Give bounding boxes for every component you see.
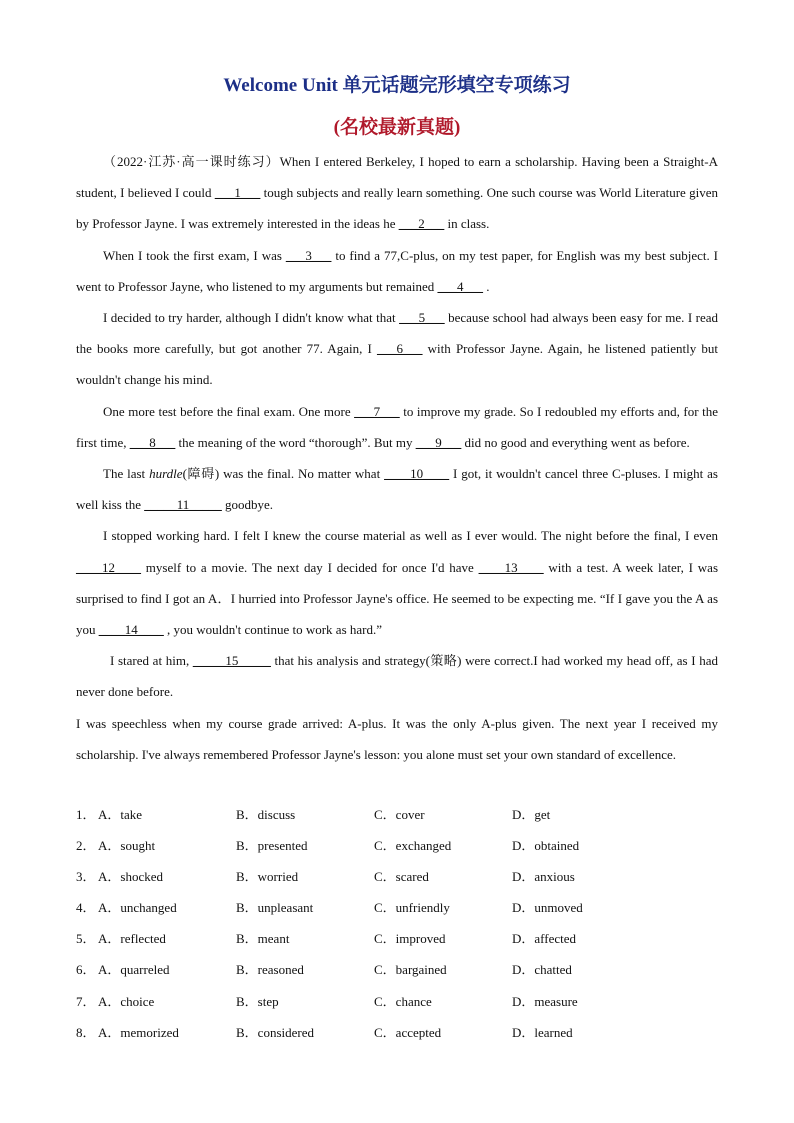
option-row	[76, 986, 718, 1017]
option-a: A．take	[98, 807, 143, 822]
option-b: B．presented	[236, 838, 308, 854]
option-d: D．unmoved	[512, 900, 583, 916]
option-c: C．scared	[374, 869, 429, 885]
passage	[76, 146, 718, 770]
page-subtitle: (名校最新真题)	[333, 117, 461, 138]
options-list	[76, 799, 718, 1048]
option-c: C．improved	[374, 931, 446, 947]
italic-term: hurdle	[149, 466, 183, 482]
option-c: C．accepted	[374, 1024, 442, 1040]
option-row	[76, 830, 718, 861]
option-a: A．quarreled	[98, 962, 170, 978]
text: goodbye.	[221, 497, 274, 513]
text: , you wouldn't continue to work as hard.”	[163, 622, 382, 638]
option-number: 5．	[76, 931, 96, 947]
text: When I took the first exam, I was	[103, 247, 286, 263]
paragraph-8: I was speechless when my course grade arrived: A-plus. It was the only A-plus given. The next year I received my scholarship. I've always remembered Professor Jayne's lesson: you alone must set your own standard of excellence.	[76, 715, 718, 762]
option-row	[76, 923, 718, 954]
option-row	[76, 1017, 718, 1048]
paragraph-2	[76, 240, 718, 302]
option-d: D．anxious	[512, 869, 575, 885]
option-row	[76, 892, 718, 923]
option-c: C．exchanged	[374, 838, 452, 854]
blank-6: ___6___	[377, 341, 423, 357]
text: myself to a movie. The next day I decided for once I'd have	[141, 559, 479, 575]
text: I decided to try harder, although I didn't know what that	[103, 310, 400, 326]
text: the meaning of the word “thorough”. But my	[175, 434, 416, 450]
paragraph-1	[76, 146, 718, 240]
text: to find a 77,C-plus, on my test paper, for English was my best subject. I went to Professor Jayne, who listened to my arguments but remained	[76, 247, 718, 294]
blank-5: ___5___	[399, 310, 445, 326]
text: did no good and everything went as before.	[461, 434, 690, 450]
text: One more test before the final exam. One more	[103, 403, 355, 419]
text: (障碍) was the final. No matter what	[182, 466, 385, 482]
option-a: A．reflected	[98, 931, 166, 947]
blank-12: ____12____	[76, 559, 141, 575]
option-c: C．bargained	[374, 962, 447, 978]
option-c: C．chance	[374, 993, 432, 1009]
blank-15: _____15_____	[192, 653, 271, 669]
option-b: B．unpleasant	[236, 900, 314, 916]
option-number: 8．	[76, 1024, 96, 1040]
option-number: 1．	[76, 807, 96, 822]
text: I stopped working hard. I felt I knew the course material as well as I ever would. The night before the final, I even	[103, 528, 718, 544]
option-d: D．learned	[512, 1024, 573, 1040]
text: in class.	[444, 216, 490, 232]
option-b: B．considered	[236, 1024, 314, 1040]
option-row	[76, 799, 718, 830]
text: with a test. A week later, I was surprised to find I got an A．I hurried into Professor Jayne's office. He seemed to be expecting me. “If I gave you the A as you	[76, 559, 719, 638]
option-number: 2．	[76, 838, 96, 854]
option-row	[76, 861, 718, 892]
option-b: B．meant	[236, 931, 290, 947]
option-row	[76, 954, 718, 985]
text: I got, it wouldn't cancel three C-pluses. I might as well kiss the	[76, 466, 718, 513]
text: that his analysis and strategy(策略) were correct.I had worked my head off, as I had never done before.	[76, 653, 718, 700]
blank-9: ___9___	[415, 434, 462, 450]
option-a: A．unchanged	[98, 900, 177, 916]
blank-2: ___2___	[398, 216, 445, 232]
option-a: A．shocked	[98, 869, 163, 885]
page-title: Welcome Unit 单元话题完形填空专项练习	[223, 75, 571, 96]
blank-3: ___3___	[285, 247, 332, 263]
text: I stared at him,	[110, 653, 193, 669]
option-number: 6．	[76, 962, 96, 978]
option-d: D．get	[512, 807, 551, 822]
blank-13: ____13____	[478, 559, 544, 575]
option-b: B．worried	[236, 869, 299, 885]
paragraph-7	[76, 645, 718, 707]
option-number: 4．	[76, 900, 96, 916]
option-d: D．chatted	[512, 962, 572, 978]
text: tough subjects and really learn something. One such course was World Literature given by Professor Jayne. I was extremely interested in the ideas he	[76, 185, 718, 232]
text: The last	[103, 466, 150, 482]
option-b: B．step	[236, 993, 279, 1009]
paragraph-5	[76, 458, 718, 520]
option-number: 7．	[76, 993, 96, 1009]
blank-14: ____14____	[98, 622, 164, 638]
blank-10: ____10____	[384, 466, 450, 482]
text: to improve my grade. So I redoubled my efforts and, for the first time,	[76, 403, 718, 450]
option-d: D．obtained	[512, 838, 580, 854]
blank-8: ___8___	[129, 434, 176, 450]
option-d: D．affected	[512, 931, 577, 947]
paragraph-3	[76, 302, 718, 396]
option-a: A．memorized	[98, 1024, 179, 1040]
text: （2022·江苏·高一课时练习）When I entered Berkeley, I hoped to earn a scholarship. Having been a Straight-A student, I believed I could	[76, 154, 718, 201]
text: .	[483, 278, 490, 294]
option-a: A．sought	[98, 838, 156, 854]
blank-11: _____11_____	[144, 497, 222, 513]
option-d: D．measure	[512, 993, 578, 1009]
text: with Professor Jayne. Again, he listened patiently but wouldn't change his mind.	[76, 341, 718, 388]
option-a: A．choice	[98, 993, 155, 1009]
option-c: C．cover	[374, 807, 425, 822]
paragraph-6	[76, 520, 718, 645]
option-c: C．unfriendly	[374, 900, 450, 916]
option-number: 3．	[76, 869, 96, 885]
option-b: B．discuss	[236, 807, 296, 822]
text: because school had always been easy for me. I read the books more carefully, but got another 77. Again, I	[76, 310, 718, 357]
option-b: B．reasoned	[236, 962, 304, 978]
blank-7: ___7___	[354, 403, 400, 419]
blank-4: ___4___	[437, 278, 484, 294]
blank-1: ___1___	[214, 185, 261, 201]
paragraph-4	[76, 396, 718, 458]
